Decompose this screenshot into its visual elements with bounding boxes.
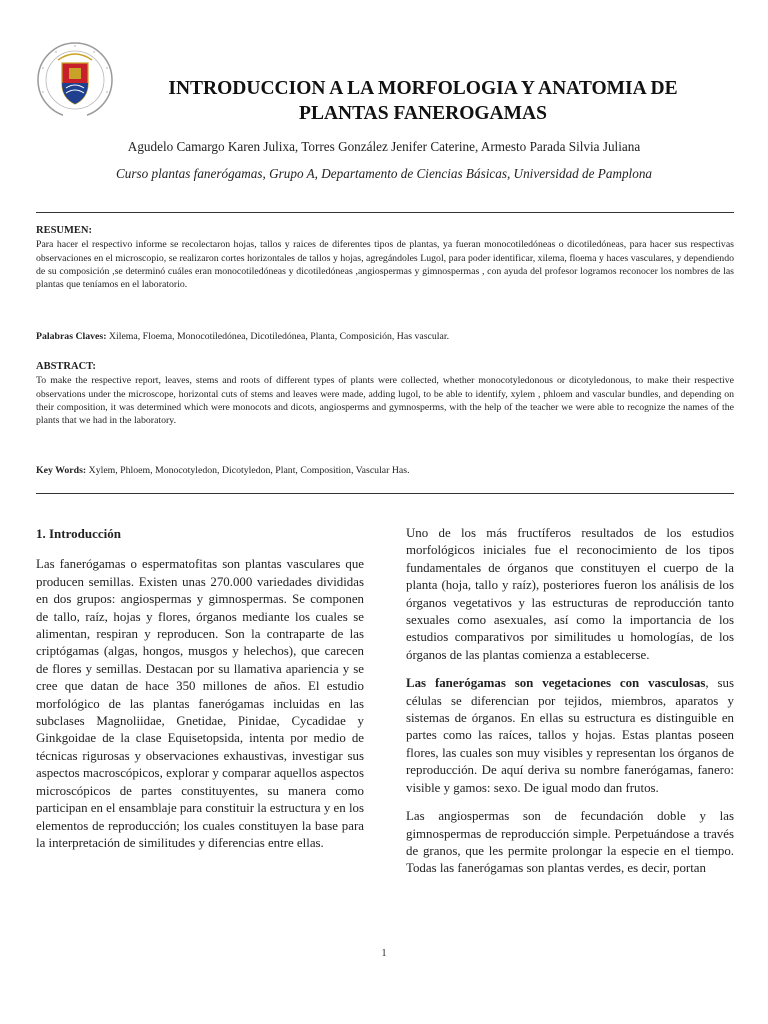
body-paragraph: Las angiospermas son de fecundación doble y las gimnospermas de reproducción simple. Perpetuándose a través de granos, que les permite prolongar la especie en el tiempo. Todas las fanerógamas son plantas verdes, es decir, portan [406, 809, 734, 876]
paper-title [118, 76, 728, 126]
top-divider [36, 212, 734, 213]
right-column [406, 525, 734, 889]
section-heading: 1. Introducción [36, 526, 121, 541]
title-line-1: INTRODUCCION A LA MORFOLOGIA Y ANATOMIA DE [168, 78, 678, 99]
key-words [36, 464, 734, 477]
key-words-text: Xylem, Phloem, Monocotyledon, Dicotyledon, Plant, Composition, Vascular Has. [86, 465, 410, 476]
resumen-heading: RESUMEN: [36, 225, 93, 236]
bold-lead-phrase: Las fanerógamas son vegetaciones con vasculosas [406, 676, 706, 691]
bottom-divider [36, 493, 734, 494]
abstract-heading: ABSTRACT: [36, 361, 96, 372]
page-number: 1 [381, 948, 387, 959]
university-seal-logo [36, 38, 114, 126]
title-line-2: PLANTAS FANEROGAMAS [299, 103, 547, 124]
resumen-section [36, 224, 734, 291]
abstract-text: To make the respective report, leaves, stems and roots of different types of plants were collected, whether monocotyledonous or dicotyledonous, to make their respective observations under the microscope, horizontal cuts of stems and leaves were made, adding lugol, to be able to identify, xylem , phloem and vascular bundles, and depending on their composition, it was determined which were monocots and dicots, angiosperms and gymnosperms, with the help of the teacher we were able to recognize the names of the plants that we had in the laboratory. [36, 375, 734, 427]
body-paragraph: Uno de los más fructíferos resultados de los estudios morfológicos iniciales fue el reconocimiento de los tipos fundamentales de órganos que constituyen el cuerpo de la planta (hoja, tallo y raíz), posteriores fueron los análisis de los órganos vegetativos y las estructuras de reproducción tanto sexuales como asexuales, así como la importancia de los estudios comparativos por similitudes u homologías, de los órganos de las plantas comienza a establecerse. [406, 526, 734, 662]
palabras-claves-label: Palabras Claves: [36, 331, 107, 342]
key-words-label: Key Words: [36, 465, 87, 476]
author-list: Agudelo Camargo Karen Julixa, Torres González Jenifer Caterine, Armesto Parada Silvia Juliana [127, 139, 641, 154]
abstract-section [36, 360, 734, 427]
body-paragraph [406, 675, 734, 797]
body-paragraph: Las fanerógamas o espermatofitas son plantas vasculares que producen semillas. Existen unas 270.000 variedades divididas en dos grupos: angiospermas y gimnospermas. Se componen de tallo, raíz, hojas y flores, órganos mediante los cuales se alimentan, respiran y reproducen. Son la contraparte de las criptógamas (algas, hongos, musgos y helechos), que carecen de flores y semillas. Destacan por su llamativa apariencia y se cree que datan de hace 350 millones de años. El estudio morfológico de las plantas fanerógamas incluidas en las subclases Magnoliidae, Gnetidae, Pinidae, Cycadidae y Ginkgoidae de la clase Equisetopsida, intenta por medio de técnicas rigurosas y observaciones exhaustivas, investigar sus aspectos macroscópicos, explorar y comparar aquellos aspectos microscópicos de partes constituyentes, su manera como participan en el ensamblaje para constituir la estructura y en los elementos de reproducción; los cuales constituyen la base para la interpretación de similitudes y diferencias entre ellas. [36, 557, 364, 850]
paragraph-continuation: , sus células se diferencian por tejidos, miembros, aparatos y sistemas de órganos. En ellas su estructura es distinguible en partes como las raíces, tallos y hojas. Estas plantas poseen flores, las cuales son muy visibles y representan los órganos de reproducción. De aquí deriva su nombre fanerógamas, fanero: visible y gamos: sexo. De igual modo dan frutos. [406, 676, 734, 795]
affiliation: Curso plantas fanerógamas, Grupo A, Departamento de Ciencias Básicas, Universidad de Pamplona [115, 166, 653, 181]
resumen-text: Para hacer el respectivo informe se recolectaron hojas, tallos y raices de diferentes tipos de plantas, ya fueran monocotiledóneas o dicotiledóneas, para hacer sus respectivas observaciones en el microscopio, se realizaron cortes horizontales de tallos y hojas, agregándoles Lugol, para poder identificar, xilema, floema y haces vasculares, y dependiendo de su composición ,se determinó cuáles eran monocotiledóneas y dicotiledóneas ,angiospermas y gimnospermas , con ayuda del profesor logramos reconocer los nombres de las plantas que teníamos en el laboratorio. [36, 239, 734, 291]
left-column [36, 525, 364, 863]
palabras-claves-text: Xilema, Floema, Monocotiledónea, Dicotiledónea, Planta, Composición, Has vascular. [106, 331, 450, 342]
palabras-claves [36, 330, 734, 343]
